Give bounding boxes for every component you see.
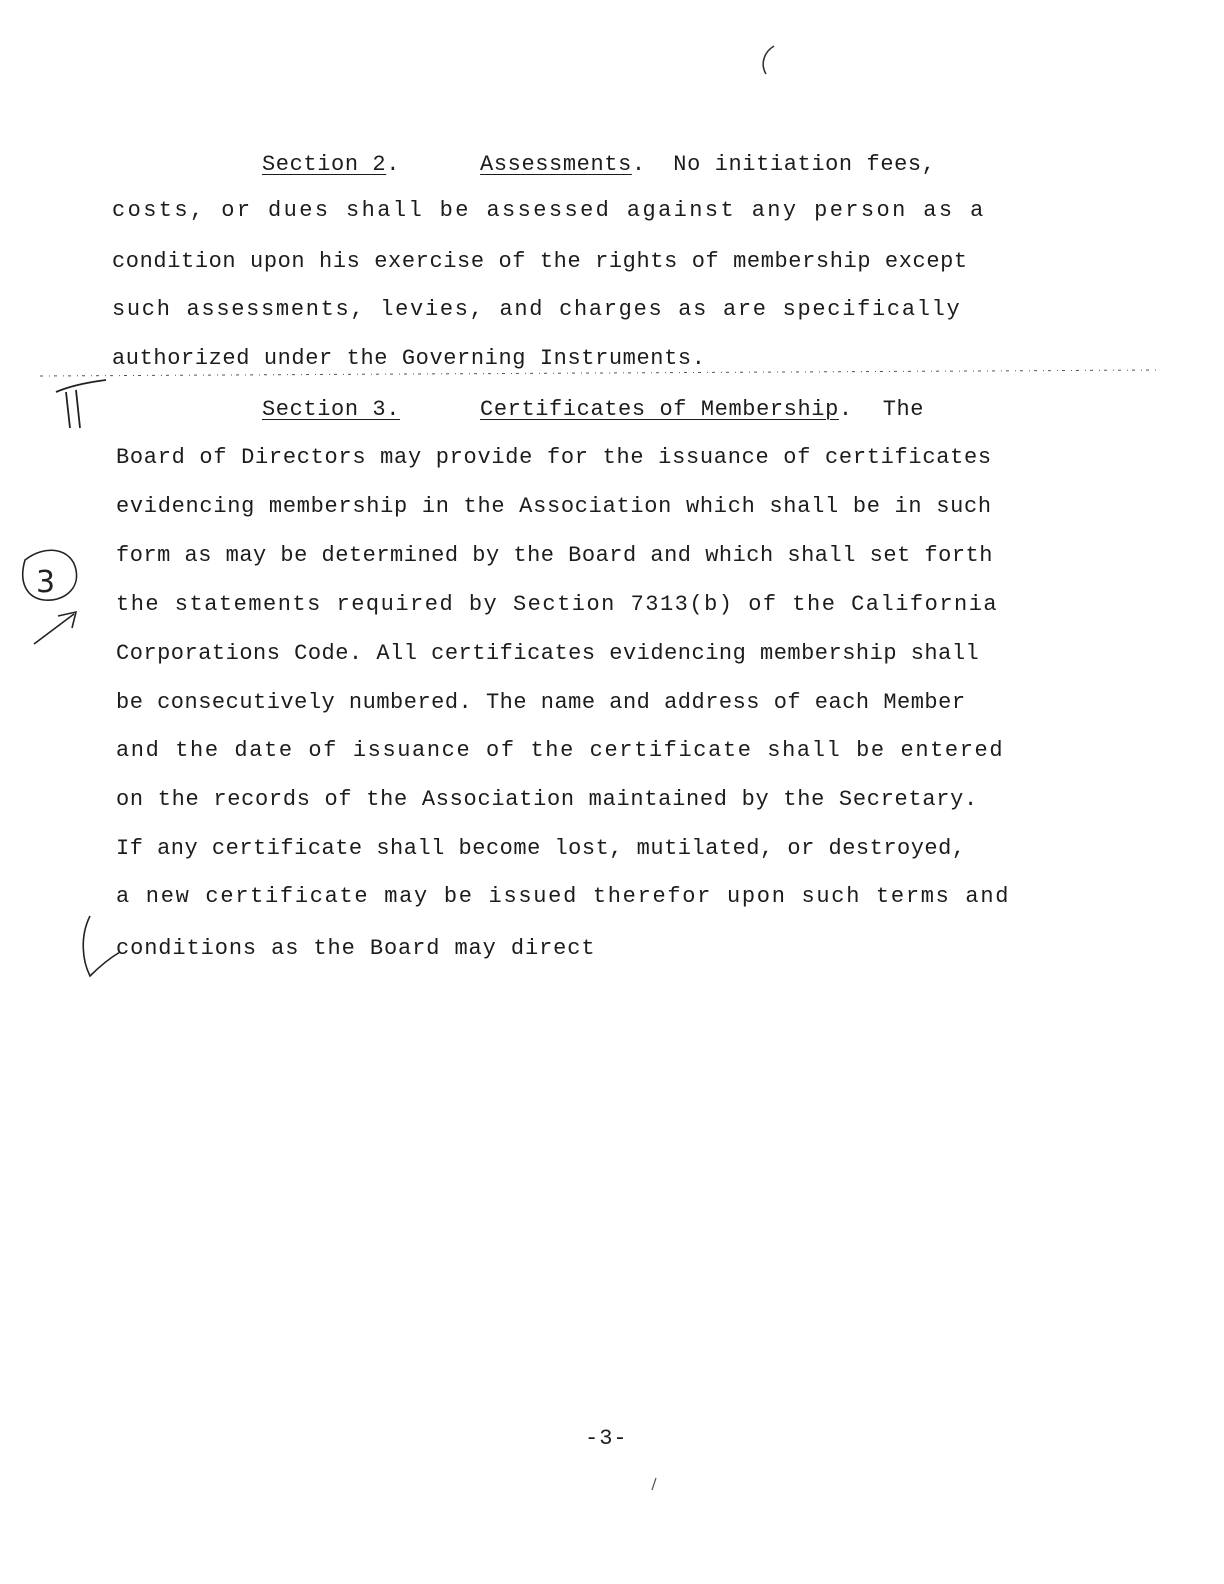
section-3-line-0: The xyxy=(882,397,925,422)
pen-mark-bottom xyxy=(652,1478,656,1490)
section-2-title-punct: . xyxy=(631,152,646,177)
page-number: -3- xyxy=(585,1426,628,1451)
section-3-line: a new certificate may be issued therefor upon such terms and xyxy=(116,884,1011,909)
paragraph-mark-icon xyxy=(56,380,106,428)
section-3-title-punct: . xyxy=(838,397,853,422)
section-3-line: on the records of the Association maintained by the Secretary. xyxy=(116,787,978,812)
section-3-line: Corporations Code. All certificates evidencing membership shall xyxy=(116,641,980,666)
section-2-heading-line xyxy=(262,152,936,178)
circled-3-icon xyxy=(23,550,77,644)
handwritten-note: 3 xyxy=(36,565,56,600)
section-3-heading-line xyxy=(262,397,924,423)
section-3-line: evidencing membership in the Association which shall be in such xyxy=(116,494,992,519)
section-3-line: and the date of issuance of the certificate shall be entered xyxy=(116,738,1005,763)
section-3-line: the statements required by Section 7313(b) of the California xyxy=(116,592,999,617)
section-2-line: costs, or dues shall be assessed against any person as a xyxy=(112,198,986,223)
section-3-line: form as may be determined by the Board and which shall set forth xyxy=(116,543,993,568)
section-2-line: such assessments, levies, and charges as are specifically xyxy=(112,297,962,322)
section-3-title: Certificates of Membership xyxy=(480,397,839,422)
section-2-title: Assessments xyxy=(480,152,632,177)
section-2-line: authorized under the Governing Instruments. xyxy=(112,346,706,371)
section-3-heading: Section 3. xyxy=(262,397,401,422)
check-mark-icon xyxy=(83,916,120,976)
section-2-line-0: No initiation fees, xyxy=(673,152,936,177)
section-3-line: Board of Directors may provide for the issuance of certificates xyxy=(116,445,992,470)
section-3-line: be consecutively numbered. The name and address of each Member xyxy=(116,690,966,715)
section-2-heading: Section 2 xyxy=(262,152,387,177)
pen-mark-top xyxy=(763,46,774,74)
section-3-line: If any certificate shall become lost, mutilated, or destroyed, xyxy=(116,836,966,861)
section-2-heading-punct: . xyxy=(386,152,401,177)
section-3-line: conditions as the Board may direct xyxy=(116,936,596,961)
section-2-line: condition upon his exercise of the rights of membership except xyxy=(112,249,968,274)
